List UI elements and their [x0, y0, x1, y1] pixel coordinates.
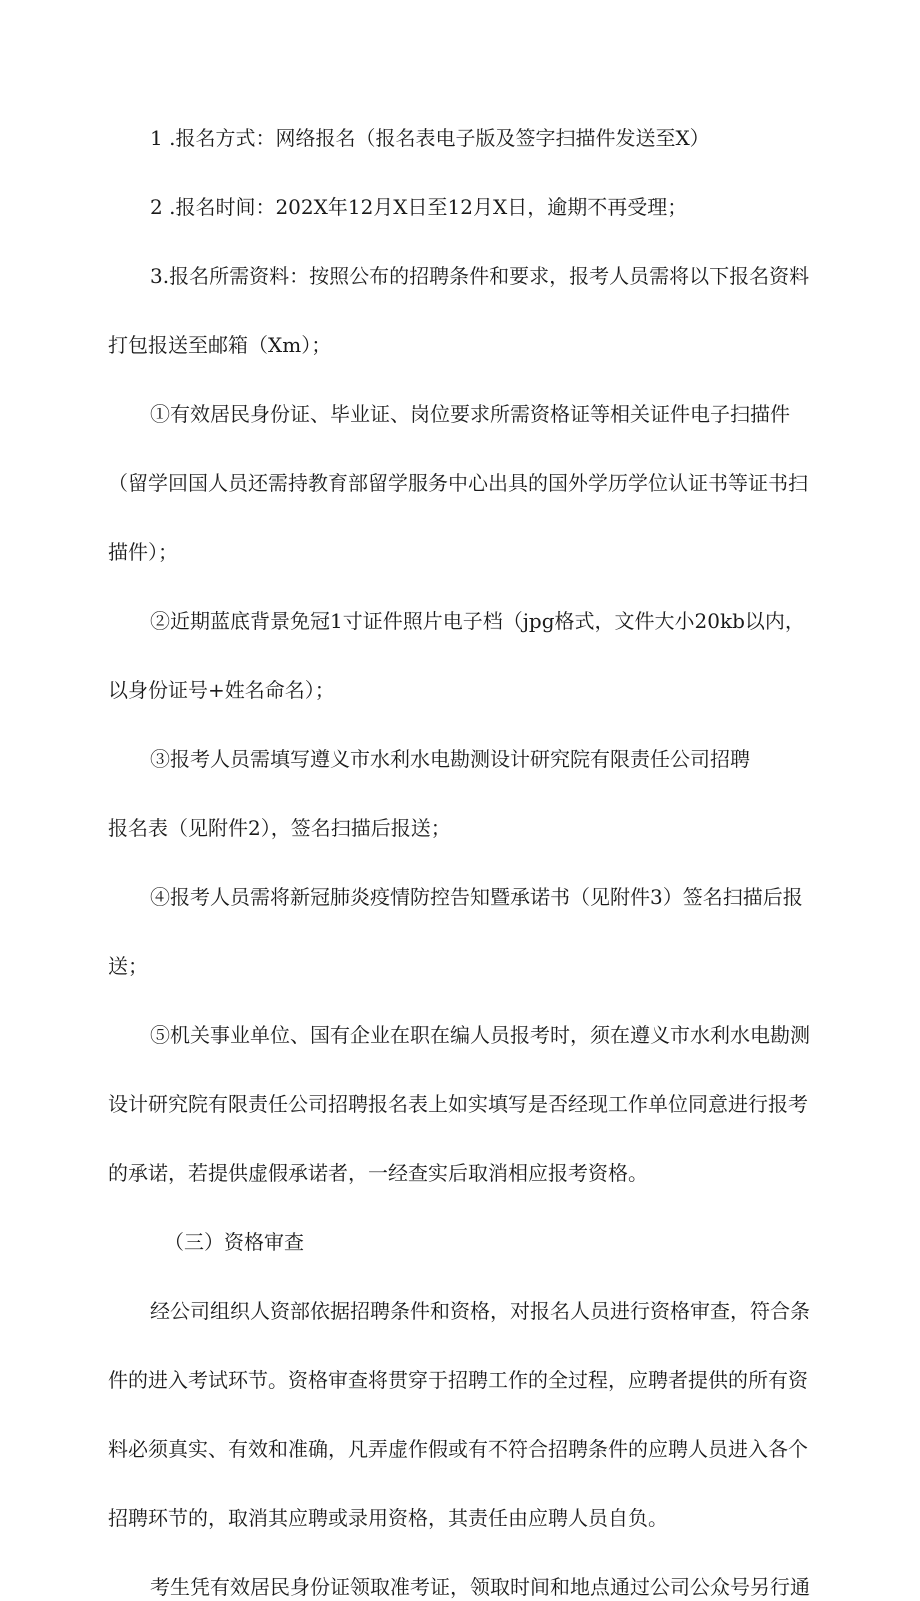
section-3-title: （三）资格审查 [164, 1230, 304, 1254]
material-5-line3: 的承诺，若提供虚假承诺者，一经查实后取消相应报考资格。 [108, 1161, 648, 1185]
material-1-line1: ①有效居民身份证、毕业证、岗位要求所需资格证等相关证件电子扫描件 [150, 402, 790, 426]
required-materials-line1: 3.报名所需资料：按照公布的招聘条件和要求，报考人员需将以下报名资料 [150, 264, 810, 288]
registration-time: 2 .报名时间：202X年12月X日至12月X日，逾期不再受理； [150, 195, 688, 219]
material-2-line1: ②近期蓝底背景免冠1寸证件照片电子档（jpg格式，文件大小20kb以内， [150, 609, 805, 633]
material-3-line1: ③报考人员需填写遵义市水利水电勘测设计研究院有限责任公司招聘 [150, 747, 750, 771]
material-2-line2: 以身份证号+姓名命名）； [108, 678, 335, 702]
material-3-line2: 报名表（见附件2），签名扫描后报送； [108, 816, 451, 840]
material-4-line2: 送； [108, 954, 148, 978]
registration-method: 1 .报名方式：网络报名（报名表电子版及签字扫描件发送至X） [150, 126, 710, 150]
material-1-line2: （留学回国人员还需持教育部留学服务中心出具的国外学历学位认证书等证书扫 [108, 471, 808, 495]
material-4-line1: ④报考人员需将新冠肺炎疫情防控告知暨承诺书（见附件3）签名扫描后报 [150, 885, 803, 909]
review-paragraph-line4: 招聘环节的，取消其应聘或录用资格，其责任由应聘人员自负。 [108, 1506, 668, 1530]
material-5-line1: ⑤机关事业单位、国有企业在职在编人员报考时，须在遵义市水利水电勘测 [150, 1023, 810, 1047]
ticket-paragraph-line1: 考生凭有效居民身份证领取准考证，领取时间和地点通过公司公众号另行通 [150, 1575, 810, 1599]
material-5-line2: 设计研究院有限责任公司招聘报名表上如实填写是否经现工作单位同意进行报考 [108, 1092, 808, 1116]
review-paragraph-line3: 料必须真实、有效和准确，凡弄虚作假或有不符合招聘条件的应聘人员进入各个 [108, 1437, 808, 1461]
review-paragraph-line2: 件的进入考试环节。资格审查将贯穿于招聘工作的全过程，应聘者提供的所有资 [108, 1368, 808, 1392]
material-1-line3: 描件）； [108, 540, 178, 564]
review-paragraph-line1: 经公司组织人资部依据招聘条件和资格，对报名人员进行资格审查，符合条 [150, 1299, 810, 1323]
required-materials-line2: 打包报送至邮箱（Xm）； [108, 333, 332, 357]
